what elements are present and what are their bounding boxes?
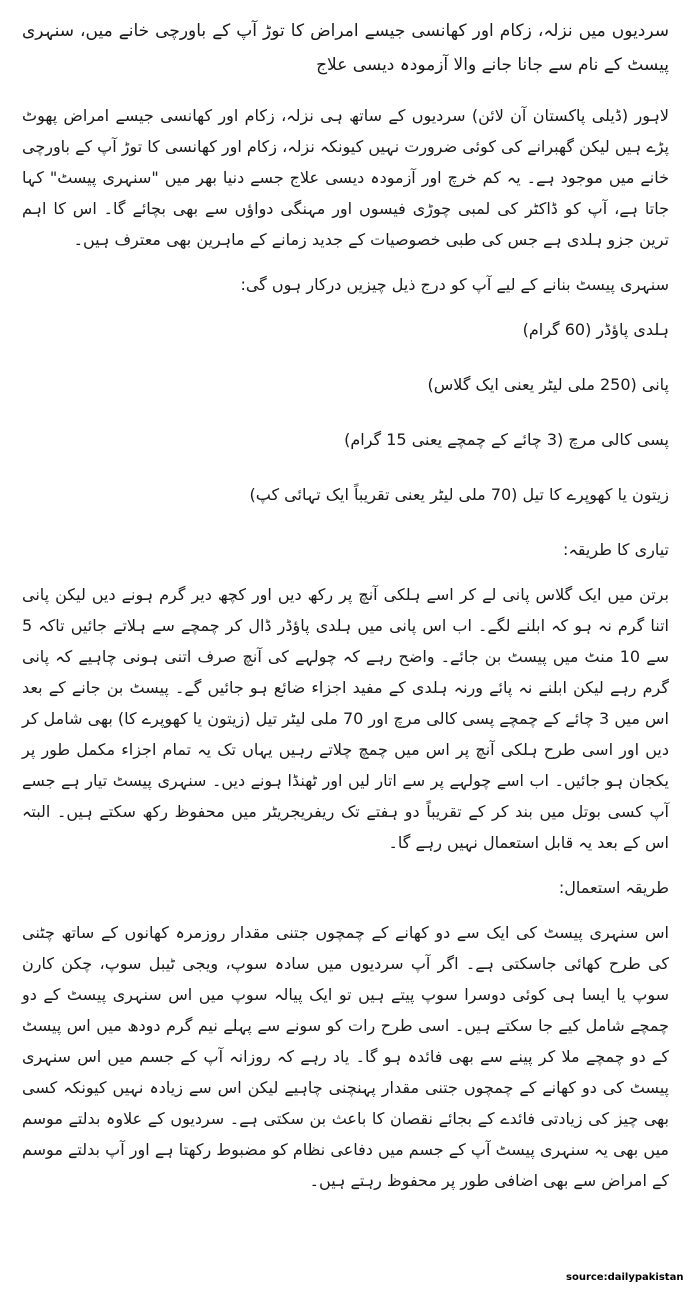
usage-paragraph: اس سنہری پیسٹ کی ایک سے دو کھانے کے چمچوں جتنی مقدار روزمرہ کھانوں کے ساتھ چٹنی کی طرح کھائی جاسکتی ہے۔ اگر آپ سردیوں میں سادہ سوپ، ویجی ٹیبل سوپ، چکن کارن سوپ یا ایسا ہی کوئی دوسرا سوپ پیتے ہیں تو ایک پیالہ سوپ میں اس سنہری پیسٹ کے دو چمچے شامل کیے جا سکتے ہیں۔ اسی طرح رات کو سونے سے پہلے نیم گرم دودھ میں اس پیسٹ کے دو چمچے ملا کر پینے سے بھی فائدہ ہو گا۔ یاد رہے کہ روزانہ آپ کے جسم میں اس سنہری پیسٹ کی دو کھانے کے چمچوں جتنی مقدار پہنچنی چاہیے لیکن اس سے زیادہ نہیں کیونکہ کسی بھی چیز کی زیادتی فائدے کے بجائے نقصان کا باعث بن سکتی ہے۔ سردیوں کے علاوہ بدلتے موسم میں بھی یہ سنہری پیسٹ آپ کے جسم میں دفاعی نظام کو مضبوط رکھتا ہے اور آپ بدلتے موسم کے امراض سے بھی اضافی طور پر محفوظ رہتے ہیں۔	[22, 923, 669, 1190]
article-title: سردیوں میں نزلہ، زکام اور کھانسی جیسے امراض کا توڑ آپ کے باورچی خانے میں، سنہری پیسٹ کے نام سے جانا جانے والا آزمودہ دیسی علاج	[22, 21, 669, 75]
ingredient-oil: زیتون یا کھوپرے کا تیل (70 ملی لیٹر یعنی تقریباً ایک تہائی کپ)	[249, 485, 669, 504]
method-paragraph: برتن میں ایک گلاس پانی لے کر اسے ہلکی آنچ پر رکھ دیں اور کچھ دیر گرم ہونے دیں لیکن پانی اتنا گرم نہ ہو کہ ابلنے لگے۔ اب اس پانی میں ہلدی پاﺅڈر ڈال کر چمچے سے ہلاتے جائیں تاکہ 5 سے 10 منٹ میں پیسٹ بن جائے۔ واضح رہے کہ چولہے کی آنچ صرف اتنی ہونی چاہیے کہ پانی گرم رہے لیکن ابلنے نہ پائے ورنہ ہلدی کے مفید اجزاء ضائع ہو جائیں گے۔ پیسٹ بن جانے کے بعد اس میں 3 چائے کے چمچے پسی کالی مرچ اور 70 ملی لیٹر تیل (زیتون یا کھوپرے کا) بھی شامل کر دیں اور اسی طرح ہلکی آنچ پر اس میں چمچ چلاتے رہیں یہاں تک یہ تمام اجزاء مکمل طور پر یکجان ہو جائیں۔ اب اسے چولہے پر سے اتار لیں اور ٹھنڈا ہونے دیں۔ سنہری پیسٹ تیار ہے جسے آپ کسی بوتل میں بند کر کے تقریباً دو ہفتے تک ریفریجریٹر میں محفوظ رکھ سکتے ہیں۔ البتہ اس کے بعد یہ قابل استعمال نہیں رہے گا۔	[22, 585, 670, 852]
source-credit: source:dailypakistan	[566, 1272, 684, 1283]
ingredient-turmeric: ہلدی پاﺅڈر (60 گرام)	[522, 320, 669, 339]
usage-heading: طریقہ استعمال:	[558, 878, 669, 897]
ingredient-water: پانی (250 ملی لیٹر یعنی ایک گلاس)	[427, 375, 669, 394]
ingredients-intro: سنہری پیسٹ بنانے کے لیے آپ کو درج ذیل چیزیں درکار ہوں گی:	[240, 275, 669, 294]
intro-paragraph: لاہور (ڈیلی پاکستان آن لائن) سردیوں کے ساتھ ہی نزلہ، زکام اور کھانسی جیسے امراض پھوٹ پڑے ہیں لیکن گھبرانے کی کوئی ضرورت نہیں کیونکہ نزلہ، زکام اور کھانسی کا توڑ آپ کے باورچی خانے میں موجود ہے۔ یہ کم خرچ اور آزمودہ دیسی علاج جسے دنیا بھر میں "سنہری پیسٹ" کہا جاتا ہے، آپ کو ڈاکٹر کی لمبی چوڑی فیسوں اور مہنگی دواﺅں سے بھی بچائے گا۔ اس کا اہم ترین جزو ہلدی ہے جس کی طبی خصوصیات کے جدید زمانے کے ماہرین بھی معترف ہیں۔	[22, 106, 669, 249]
ingredient-black-pepper: پسی کالی مرچ (3 چائے کے چمچے یعنی 15 گرام)	[344, 430, 669, 449]
method-heading: تیاری کا طریقہ:	[563, 540, 669, 559]
